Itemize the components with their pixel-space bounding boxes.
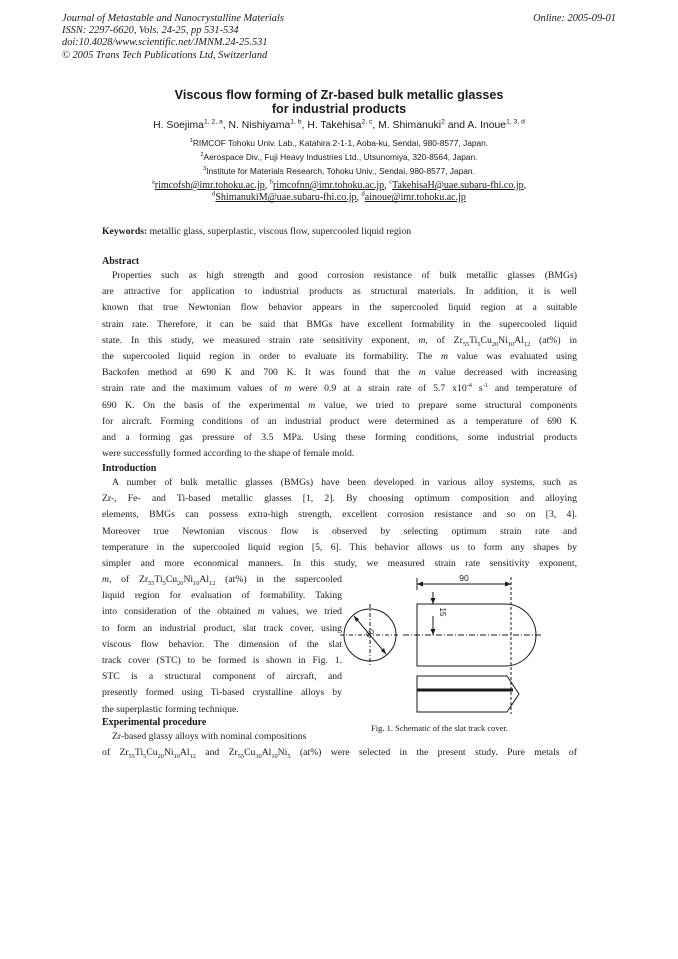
dimension-label-60: 60 — [363, 627, 377, 640]
email-marker: a — [151, 178, 155, 186]
text-line: viscous flow behavior. The dimension of the slat — [102, 638, 342, 650]
author-list — [0, 120, 678, 131]
separator: , — [301, 120, 308, 131]
experimental-heading: Experimental procedure — [102, 717, 207, 728]
journal-doi: doi:10.4028/www.scientific.net/JMNM.24-25.531 — [62, 37, 268, 49]
text-line: and a forming gas pressure of 3.5 MPa. Using these forming conditions, some industrial products — [102, 432, 577, 444]
affil-number: 2 — [200, 152, 204, 159]
text-line: temperature in the supercooled liquid region [5, 6]. This behavior allows us to form any shapes by — [102, 541, 577, 553]
email-link[interactable]: TakehisaH@uae.subaru-fhi.co.jp — [392, 180, 524, 191]
text-line: m, of $Zr_{55}Ti_5Cu_{20}Ni_{10}Al_{12}$ (at%) in the supercooled — [102, 574, 342, 587]
title-line-2: for industrial products — [271, 101, 407, 116]
email-link[interactable]: rimcofsh@imr.tohoku.ac.jp — [154, 180, 265, 191]
text-line: presently formed using Ti-based crystalline alloys by — [102, 687, 342, 699]
author-affil: 1, 2, a — [203, 118, 223, 126]
author-affil: 2 — [441, 118, 445, 126]
text-line: for aircraft. Forming conditions of an industrial product were determined as a temperature of 690 K — [102, 415, 577, 427]
text-line: simpler and more economical manners. In this study, we measured strain rate sensitivity exponent, — [102, 558, 577, 570]
online-date: Online: 2005-09-01 — [533, 13, 616, 24]
keywords — [102, 224, 411, 240]
keywords-text: metallic glass, superplastic, viscous flow, supercooled liquid region — [147, 226, 412, 237]
paper-title — [0, 89, 678, 116]
author-name: A. Inoue — [467, 120, 507, 131]
separator: , — [222, 120, 229, 131]
affil-number: 1 — [189, 138, 193, 145]
journal-issn: ISSN: 2297-6620, Vols. 24-25, pp 531-534 — [62, 25, 239, 37]
title-line-1: Viscous flow forming of Zr-based bulk metallic glasses — [174, 88, 504, 102]
text-line: Moreover true Newtonian viscous flow is observed by selecting optimum strain rate and — [102, 525, 577, 537]
author-name: M. Shimanuki — [378, 120, 442, 131]
text-line: 690 K. On the basis of the experimental m value, we tried to prepare some structural components — [102, 399, 577, 411]
text-line: were successfully formed according to the shape of female mold. — [102, 448, 355, 460]
email-list — [0, 180, 678, 205]
text-line: the supercooled liquid region in order to evaluate its formability. The m value was evaluated using — [102, 351, 577, 363]
text-line: Backofen method at 690 K and 700 K. It was found that the m value decreased with increasing — [102, 367, 577, 379]
affiliation-3 — [0, 166, 678, 176]
text-line: STC is a structural component of aircraft, and — [102, 671, 342, 683]
introduction-body-column — [102, 572, 342, 718]
side-view-outline — [417, 676, 519, 712]
abstract-heading: Abstract — [102, 256, 140, 267]
text-line: track cover (STC) to be formed is shown in Fig. 1. — [102, 655, 342, 667]
affiliation-2 — [0, 152, 678, 162]
email-line-1 — [0, 180, 678, 192]
separator: and — [444, 120, 468, 131]
text-line: into consideration of the obtained m values, we tried — [102, 606, 342, 618]
author-affil: 1, 3, d — [506, 118, 525, 126]
text-line: to form an industrial product, slat track cover, using — [102, 622, 342, 634]
text-line: strain rate and the maximum values of m were 0.9 at a strain rate of 5.7 $x10^{-4}$ $s^{-1}$ and temperature of — [102, 382, 577, 395]
author-affil: 1, b — [290, 118, 302, 126]
text-line: state. In this study, we measured strain rate sensitivity exponent, m, of $Zr_{55}Ti_5Cu_{20}Ni_{10}Al_{12}$ (at%) in — [102, 334, 577, 348]
separator: , — [384, 180, 390, 191]
experimental-body — [102, 729, 577, 761]
email-link[interactable]: ainoue@imr.tohoku.ac.jp — [364, 192, 466, 204]
email-link[interactable]: rimcofnn@imr.tohoku.ac.jp — [273, 180, 385, 191]
dimension-label-90: 90 — [459, 573, 469, 583]
text-line: strain rate. Therefore, it can be said that BMGs have excellent formability in the supercooled liquid — [102, 318, 577, 330]
affil-number: 3 — [203, 166, 207, 173]
email-marker: d — [212, 191, 216, 199]
arrow-head — [505, 582, 511, 587]
text-line: the superplastic forming technique. — [102, 703, 239, 715]
affil-text: Institute for Materials Research, Tohoku Univ., Sendai, 980-8577, Japan. — [206, 166, 475, 176]
author-name: H. Takehisa — [307, 120, 362, 131]
figure-caption: Fig. 1. Schematic of the slat track cover. — [371, 723, 508, 733]
text-line: liquid region for evaluation of formability. Taking — [102, 590, 342, 602]
separator: , — [372, 120, 379, 131]
arrow-head — [417, 582, 423, 587]
text-line: Zr-, Fe- and Ti-based metallic glasses [1, 2]. By choosing optimum composition and alloying — [102, 493, 577, 505]
email-marker: c — [389, 178, 393, 186]
text-line: Zr-based glassy alloys with nominal compositions — [112, 731, 307, 742]
affil-text: Aerospace Div., Fuji Heavy Industries Ltd., Utsunomiya, 320-8564, Japan. — [203, 152, 478, 162]
author-name: H. Soejima — [153, 120, 204, 131]
text-line: Properties such as high strength and good corrosion resistance of bulk metallic glasses (BMGs) — [112, 270, 577, 281]
separator: , — [523, 180, 527, 191]
journal-header — [62, 13, 284, 62]
text-line: of $Zr_{55}Ti_5Cu_{20}Ni_{10}Al_{12}$ and $Zr_{55}Cu_{30}Al_{10}Ni_5$ (at%) were selected in the present study. Pure metals of — [102, 747, 577, 761]
affiliation-1 — [0, 138, 678, 148]
figure-slat-track-cover — [335, 572, 555, 722]
introduction-body-full — [102, 475, 577, 572]
author-name: N. Nishiyama — [228, 120, 291, 131]
email-marker: b — [269, 178, 274, 186]
text-line: are attractive for application to industrial products as structural materials. In addition, it is well — [102, 286, 577, 298]
separator: , — [356, 192, 362, 204]
text-line: elements, BMGs can possess extra-high strength, excellent corrosion resistance and so on [3, 4]. — [102, 509, 577, 521]
email-marker: d — [361, 191, 365, 199]
journal-copyright: © 2005 Trans Tech Publications Ltd, Switzerland — [62, 49, 268, 61]
introduction-heading: Introduction — [102, 463, 157, 474]
arrow-head — [431, 598, 436, 604]
abstract-body — [102, 268, 577, 462]
separator: , — [264, 180, 270, 191]
email-line-2 — [0, 192, 678, 204]
dimension-label-15: 15 — [438, 607, 447, 617]
text-line: known that true Newtonian flow behavior appears in the supercooled liquid region at a suitable — [102, 302, 577, 314]
journal-name: Journal of Metastable and Nanocrystalline Materials — [62, 13, 284, 24]
affil-text: RIMCOF Tohoku Univ. Lab., Katahira 2-1-1, Aoba-ku, Sendai, 980-8577, Japan. — [192, 138, 489, 148]
author-affil: 2, c — [361, 118, 373, 126]
arrow-head — [431, 629, 436, 635]
text-line: A number of bulk metallic glasses (BMGs) have been developed in various alloy systems, such as — [112, 477, 577, 488]
email-link[interactable]: ShimanukiM@uae.subaru-fhi.co.jp — [215, 192, 357, 204]
keywords-label: Keywords: — [102, 226, 148, 237]
